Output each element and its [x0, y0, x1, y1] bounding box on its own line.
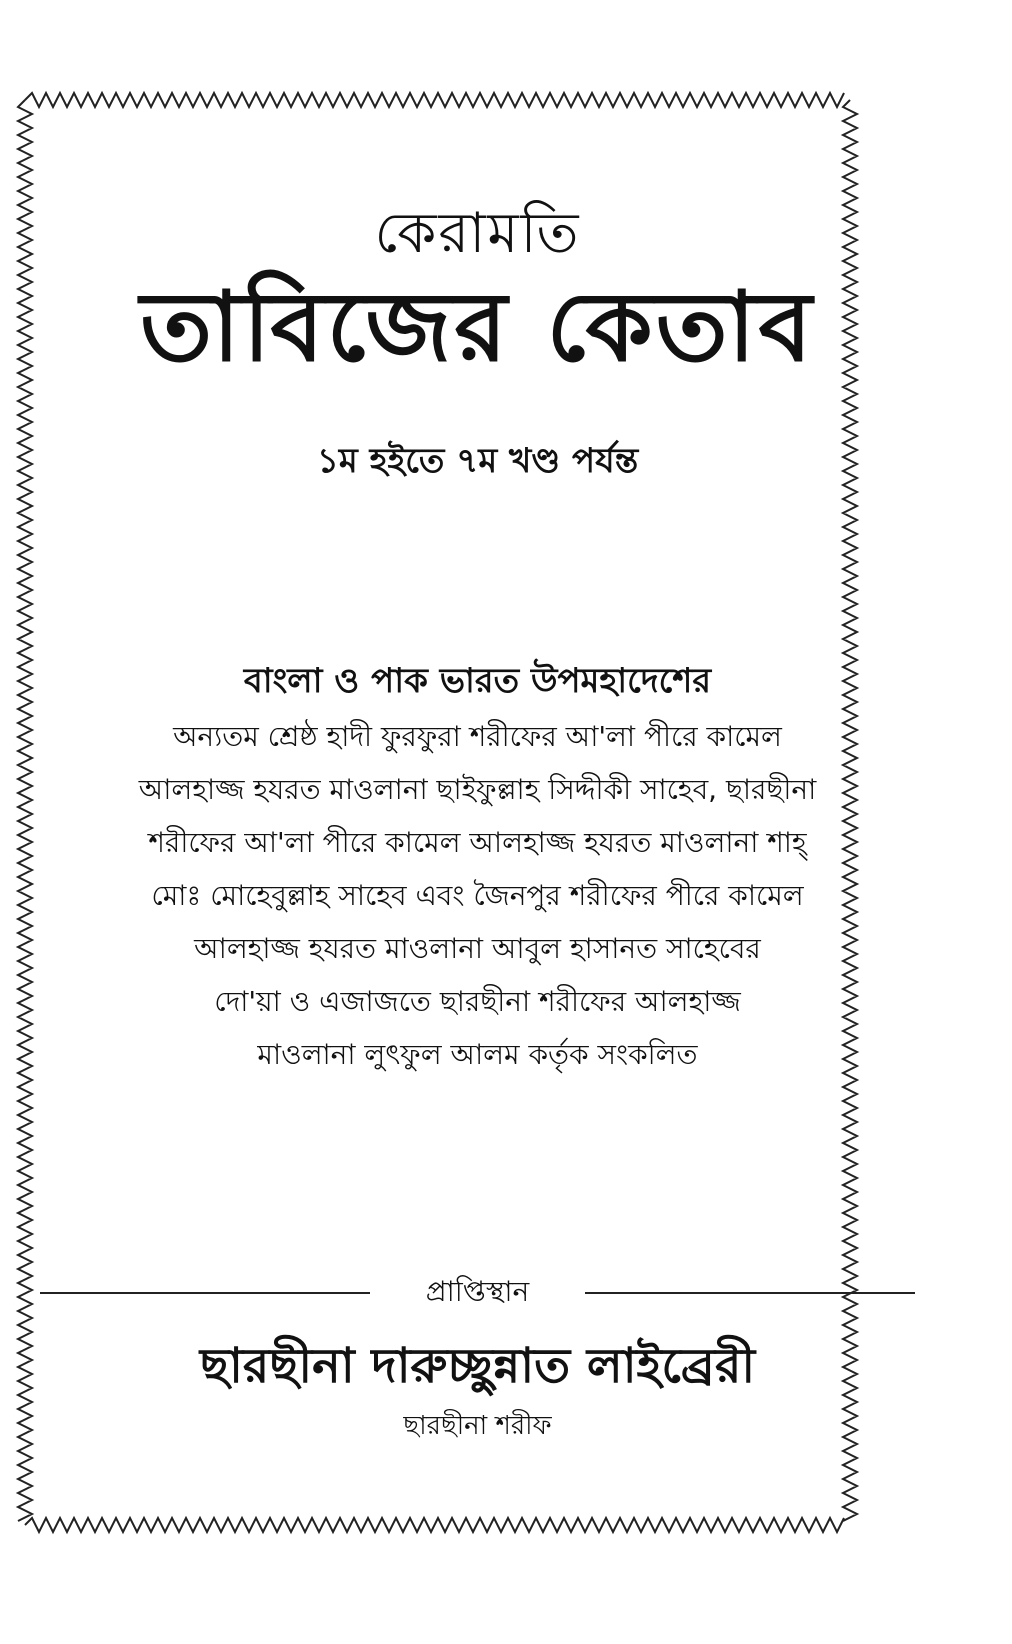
- availability-label: প্রাপ্তিস্থান: [425, 1275, 530, 1308]
- credit-line: দো'য়া ও এজাজতে ছারছীনা শরীফের আলহাজ্জ: [214, 985, 741, 1018]
- availability-row: [40, 1270, 915, 1314]
- credit-line: আলহাজ্জ হযরত মাওলানা ছাইফুল্লাহ সিদ্দীকী সাহেব, ছারছীনা: [138, 773, 817, 806]
- region-line: বাংলা ও পাক ভারত উপমহাদেশের: [243, 661, 712, 701]
- pre-title: কেরামতি: [374, 201, 581, 266]
- credit-line: মাওলানা লুৎফুল আলম কর্তৃক সংকলিত: [257, 1038, 698, 1071]
- title-page: [60, 100, 895, 1530]
- credit-line: মোঃ মোহেবুল্লাহ সাহেব এবং জৈনপুর শরীফের পীরে কামেল: [151, 879, 804, 912]
- divider-right: [585, 1292, 915, 1294]
- credit-line: আলহাজ্জ হযরত মাওলানা আবুল হাসানত সাহেবের: [194, 932, 761, 965]
- border-zigzag: [18, 100, 32, 1521]
- credit-line: অন্যতম শ্রেষ্ঠ হাদী ফুরফুরা শরীফের আ'লা পীরে কামেল: [173, 720, 782, 753]
- credit-line: শরীফের আ'লা পীরে কামেল আলহাজ্জ হযরত মাওলানা শাহ্: [148, 826, 807, 859]
- publisher-name: ছারছীনা দারুচ্ছুন্নাত লাইব্রেরী: [199, 1338, 756, 1394]
- compiler-credits: [60, 710, 895, 1081]
- book-title: তাবিজের কেতাব: [140, 271, 815, 383]
- volume-range: ১ম হইতে ৭ম খণ্ড পর্যন্ত: [316, 441, 639, 481]
- publisher-place: ছারছীনা শরীফ: [403, 1411, 552, 1441]
